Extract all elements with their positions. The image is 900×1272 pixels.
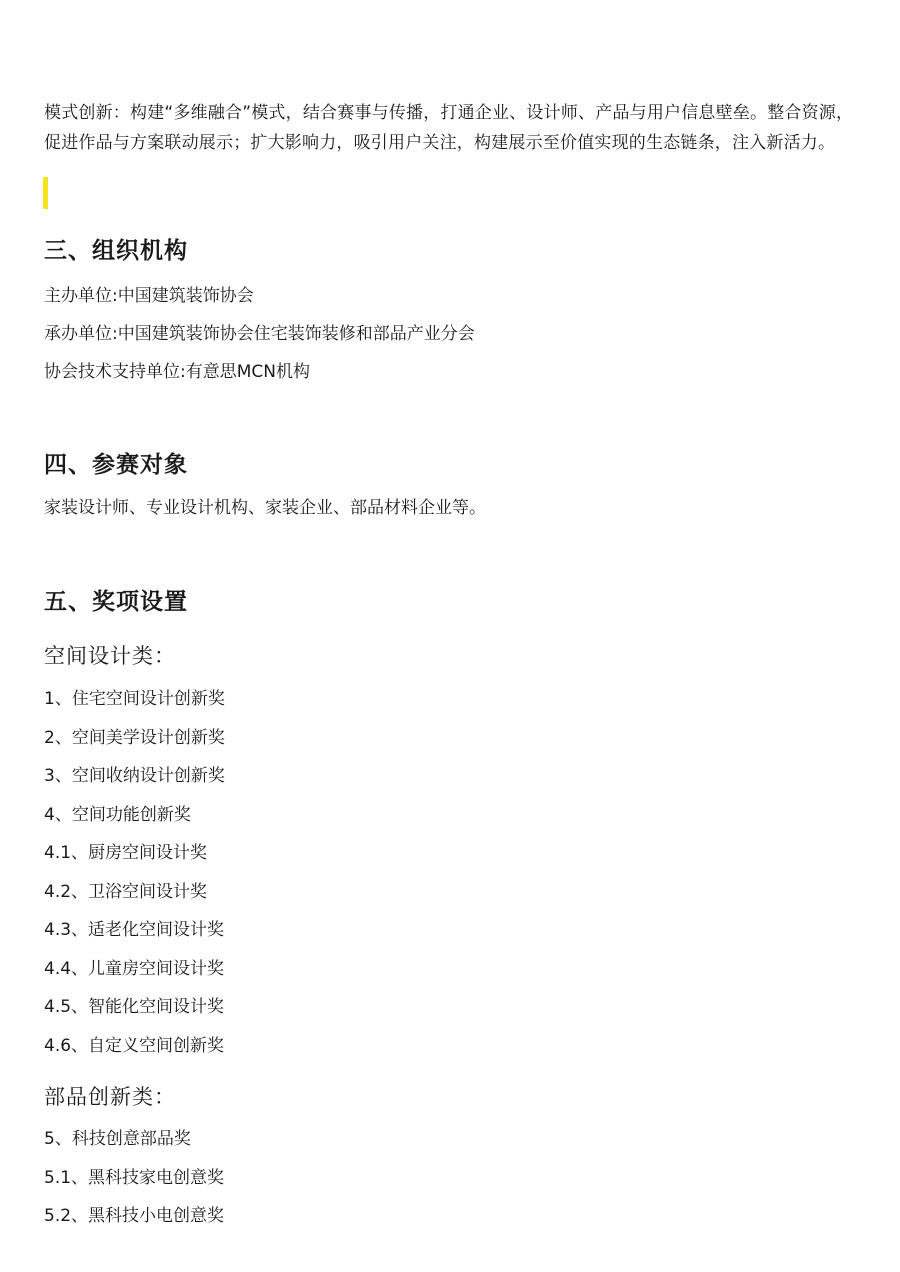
- organizer-line: 主办单位:中国建筑装饰协会: [44, 286, 254, 306]
- award-item: 4.3、适老化空间设计奖: [44, 920, 225, 940]
- award-item: 4.6、自定义空间创新奖: [44, 1036, 225, 1056]
- award-item: 1、住宅空间设计创新奖: [44, 689, 225, 709]
- award-item: 4.5、智能化空间设计奖: [44, 997, 225, 1017]
- award-item: 4.4、儿童房空间设计奖: [44, 959, 225, 979]
- parts-category-heading: 部品创新类：: [44, 1085, 176, 1109]
- award-item: 3、空间收纳设计创新奖: [44, 766, 225, 786]
- space-category-heading: 空间设计类：: [44, 644, 176, 668]
- section-heading-participants: 四、参赛对象: [44, 452, 188, 478]
- intro-paragraph: 模式创新：构建“多维融合”模式，结合赛事与传播，打通企业、设计师、产品与用户信息壁垒。整合资源，促进作品与方案联动展示；扩大影响力，吸引用户关注，构建展示至价值实现的生态链条，注入新活力。: [44, 103, 854, 153]
- award-item: 4、空间功能创新奖: [44, 805, 191, 825]
- award-item: 4.1、厨房空间设计奖: [44, 843, 208, 863]
- accent-bar: [43, 177, 48, 209]
- award-item: 4.2、卫浴空间设计奖: [44, 882, 208, 902]
- award-item: 2、空间美学设计创新奖: [44, 728, 225, 748]
- award-item: 5.1、黑科技家电创意奖: [44, 1168, 225, 1188]
- section-heading-awards: 五、奖项设置: [44, 589, 188, 615]
- section-heading-organization: 三、组织机构: [44, 238, 188, 264]
- participants-line: 家装设计师、专业设计机构、家装企业、部品材料企业等。: [44, 498, 486, 518]
- co-organizer-line: 承办单位:中国建筑装饰协会住宅装饰装修和部品产业分会: [44, 324, 475, 344]
- tech-support-line: 协会技术支持单位:有意思MCN机构: [44, 362, 310, 382]
- award-item: 5.2、黑科技小电创意奖: [44, 1206, 225, 1226]
- award-item: 5、科技创意部品奖: [44, 1129, 191, 1149]
